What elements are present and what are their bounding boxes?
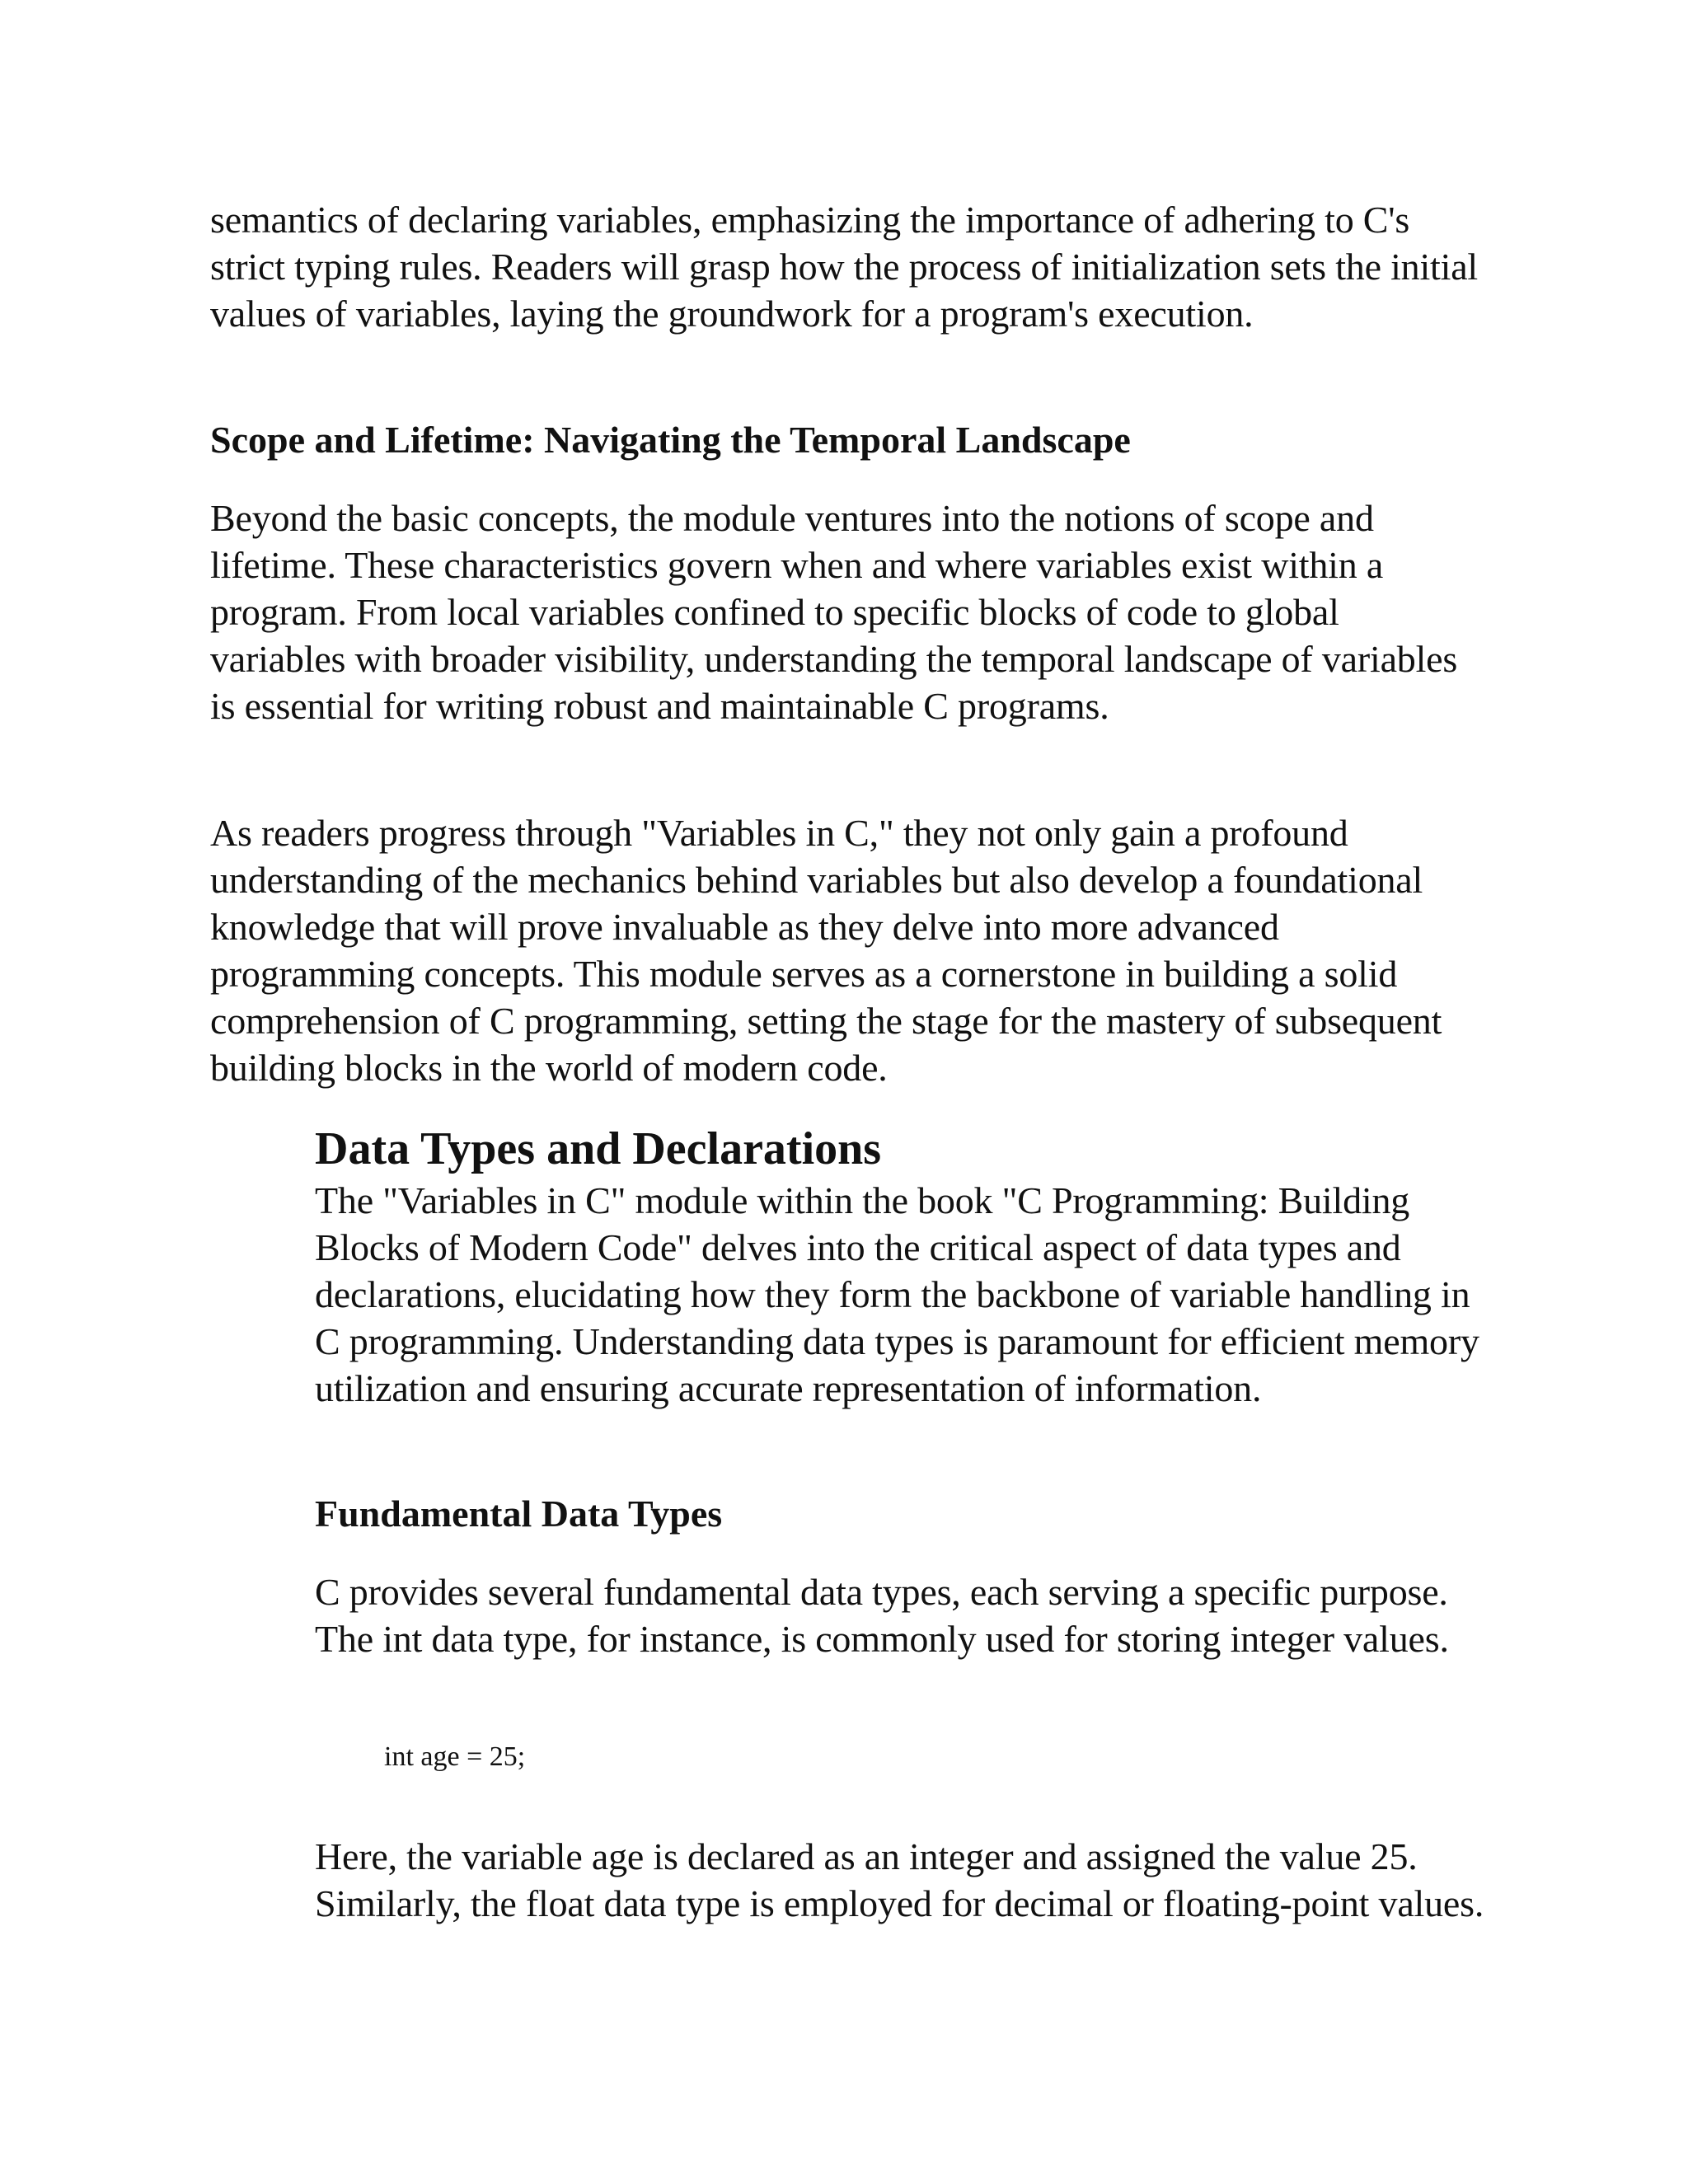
progress-paragraph: As readers progress through "Variables in C," they not only gain a profound understanding of the mechanics behind variables but also develop a foundational knowledge that will prove invaluable as they delve into more advanced programming concepts. This module serves as a cornerstone in building a solid comprehension of C programming, setting the stage for the mastery of subsequent building blocks in the world of modern code. [210, 812, 1442, 1089]
scope-lifetime-heading: Scope and Lifetime: Navigating the Temporal Landscape [210, 419, 1131, 461]
fundamental-data-types-heading: Fundamental Data Types [315, 1493, 723, 1535]
scope-lifetime-paragraph: Beyond the basic concepts, the module ventures into the notions of scope and lifetime. These characteristics govern when and where variables exist within a program. From local variables confined to specific blocks of code to global variables with broader visibility, understanding the temporal landscape of variables is essential for writing robust and maintainable C programs. [210, 497, 1458, 727]
here-paragraph: Here, the variable age is declared as an integer and assigned the value 25. Similarly, the float data type is employed for decimal or floating-point values. [315, 1835, 1484, 1924]
fundamental-paragraph: C provides several fundamental data types, each serving a specific purpose. The int data type, for instance, is commonly used for storing integer values. [315, 1571, 1449, 1660]
code-snippet: int age = 25; [384, 1741, 526, 1772]
intro-paragraph: semantics of declaring variables, emphasizing the importance of adhering to C's strict typing rules. Readers will grasp how the process of initialization sets the initial values of variables, laying the groundwork for a program's execution. [210, 199, 1479, 335]
section-title-data-types: Data Types and Declarations [315, 1123, 882, 1174]
data-types-paragraph: The "Variables in C" module within the book "C Programming: Building Blocks of Modern Code" delves into the critical aspect of data types and declarations, elucidating how they form the backbone of variable handling in C programming. Understanding data types is paramount for efficient memory utilization and ensuring accurate representation of information. [315, 1179, 1479, 1409]
